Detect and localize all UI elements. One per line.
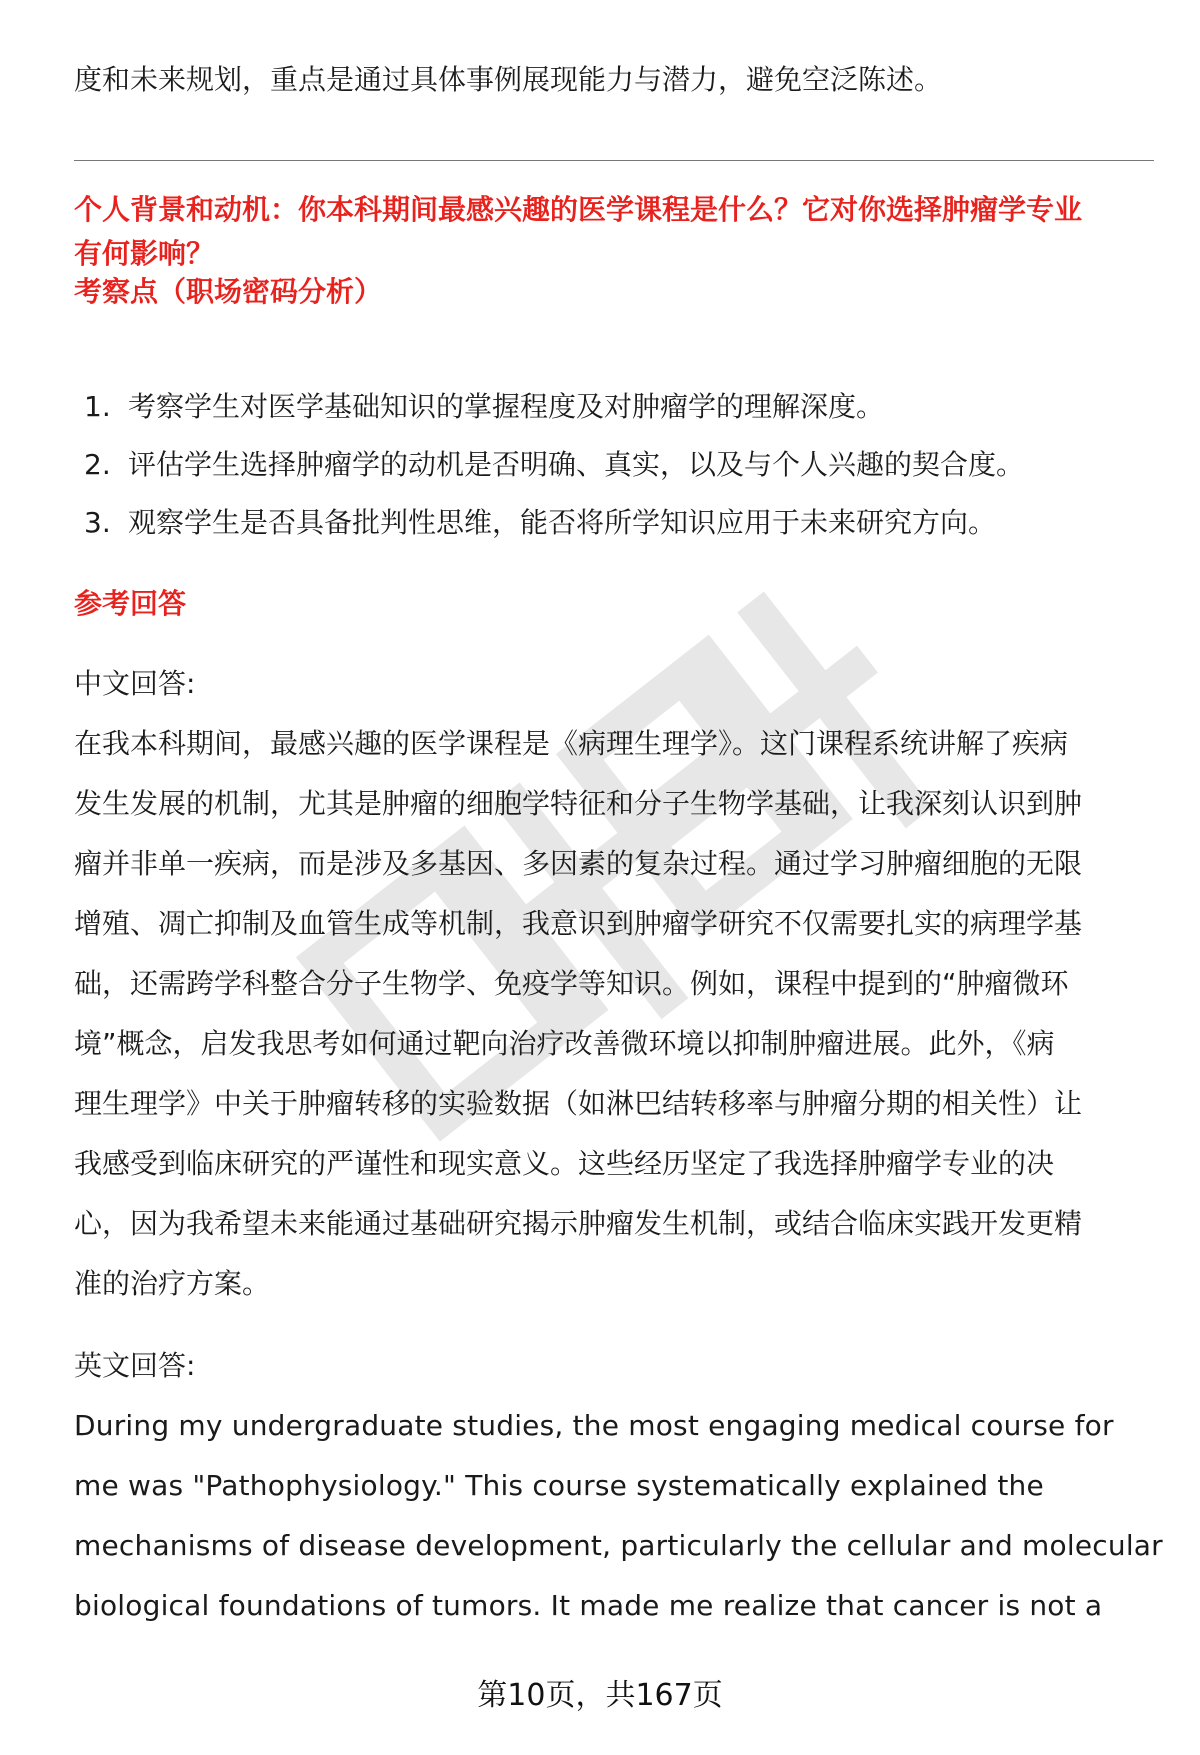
list-item	[74, 436, 1154, 494]
paragraph-line: biological foundations of tumors. It made me realize that cancer is not a	[74, 1589, 1103, 1622]
question-heading	[74, 188, 1154, 276]
reference-title: 参考回答	[74, 587, 187, 620]
english-answer	[74, 1396, 1163, 1636]
list-item	[74, 494, 1154, 552]
page-number: 第10页，共167页	[477, 1678, 723, 1713]
list-number: 2.	[84, 448, 111, 481]
paragraph-line: 准的治疗方案。	[74, 1267, 271, 1300]
paragraph-line: 发生发展的机制，尤其是肿瘤的细胞学特征和分子生物学基础，让我深刻认识到肿	[74, 787, 1083, 820]
english-answer-label: 英文回答:	[74, 1349, 196, 1382]
chinese-answer-label: 中文回答:	[74, 667, 196, 700]
assessment-list	[74, 378, 1154, 552]
paragraph-line: 理生理学》中关于肿瘤转移的实验数据（如淋巴结转移率与肿瘤分期的相关性）让	[74, 1087, 1083, 1120]
section-divider	[74, 160, 1154, 161]
paragraph-line: me was "Pathophysiology." This course systematically explained the	[74, 1469, 1044, 1502]
paragraph-line: mechanisms of disease development, particularly the cellular and molecular	[74, 1529, 1163, 1562]
question-line: 个人背景和动机：你本科期间最感兴趣的医学课程是什么？它对你选择肿瘤学专业	[74, 193, 1083, 226]
paragraph-line: 础，还需跨学科整合分子生物学、免疫学等知识。例如，课程中提到的“肿瘤微环	[74, 967, 1069, 1000]
list-text: 观察学生是否具备批判性思维，能否将所学知识应用于未来研究方向。	[128, 506, 997, 539]
chinese-answer	[74, 714, 1154, 1314]
paragraph-line: 增殖、凋亡抑制及血管生成等机制，我意识到肿瘤学研究不仅需要扎实的病理学基	[74, 907, 1083, 940]
list-item	[74, 378, 1154, 436]
list-number: 1.	[84, 390, 111, 423]
list-text: 考察学生对医学基础知识的掌握程度及对肿瘤学的理解深度。	[128, 390, 885, 423]
assessment-title: 考察点（职场密码分析）	[74, 275, 383, 308]
paragraph-line: 我感受到临床研究的严谨性和现实意义。这些经历坚定了我选择肿瘤学专业的决	[74, 1147, 1055, 1180]
list-text: 评估学生选择肿瘤学的动机是否明确、真实，以及与个人兴趣的契合度。	[128, 448, 1025, 481]
question-line: 有何影响？	[74, 237, 215, 270]
paragraph-line: 在我本科期间，最感兴趣的医学课程是《病理生理学》。这门课程系统讲解了疾病	[74, 727, 1069, 760]
list-number: 3.	[84, 506, 111, 539]
paragraph-line: During my undergraduate studies, the most engaging medical course for	[74, 1409, 1114, 1442]
intro-text: 度和未来规划，重点是通过具体事例展现能力与潜力，避免空泛陈述。	[74, 63, 943, 96]
paragraph-line: 境”概念，启发我思考如何通过靶向治疗改善微环境以抑制肿瘤进展。此外，《病	[74, 1027, 1055, 1060]
paragraph-line: 瘤并非单一疾病，而是涉及多基因、多因素的复杂过程。通过学习肿瘤细胞的无限	[74, 847, 1083, 880]
paragraph-line: 心，因为我希望未来能通过基础研究揭示肿瘤发生机制，或结合临床实践开发更精	[74, 1207, 1083, 1240]
